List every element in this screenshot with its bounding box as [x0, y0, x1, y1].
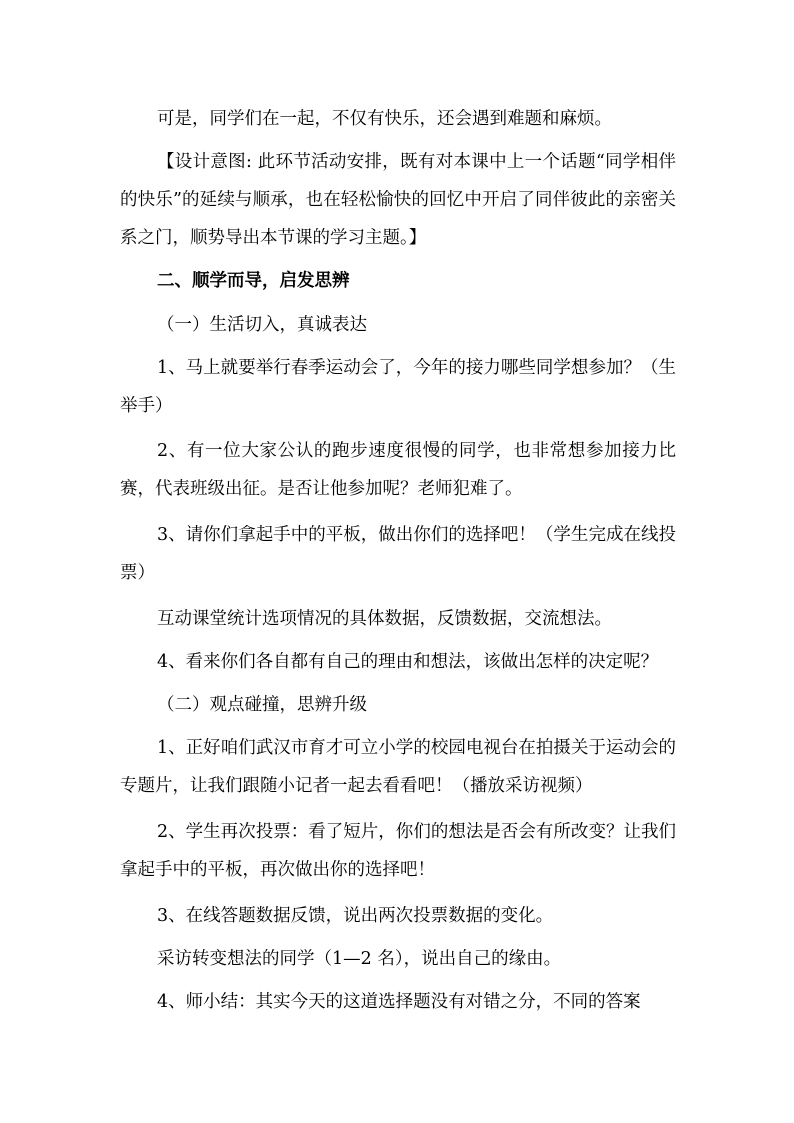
subsection-heading-1: （一）生活切入，真诚表达 — [157, 315, 367, 335]
paragraph-summary: 4、师小结：其实今天的这道选择题没有对错之分，不同的答案 — [157, 992, 641, 1012]
paragraph-item-1: 1、马上就要举行春季运动会了，今年的接力哪些同学想参加？（生举手） — [120, 358, 676, 416]
subsection-heading-2: （二）观点碰撞，思辨升级 — [157, 695, 367, 715]
paragraph-revote: 2、学生再次投票：看了短片，你们的想法是否会有所改变？让我们拿起手中的平板，再次做出你的选择吧！ — [120, 822, 676, 880]
paragraph-item-4: 4、看来你们各自都有自己的理由和想法，该做出怎样的决定呢？ — [157, 652, 659, 672]
paragraph-item-3: 3、请你们拿起手中的平板，做出你们的选择吧！（学生完成在线投票） — [120, 525, 676, 583]
paragraph-video: 1、正好咱们武汉市育才可立小学的校园电视台在拍摄关于运动会的专题片，让我们跟随小记者一起去看看吧！（播放采访视频） — [120, 738, 676, 796]
paragraph-feedback: 互动课堂统计选项情况的具体数据，反馈数据，交流想法。 — [157, 609, 612, 629]
paragraph-design-intent: 【设计意图: 此环节活动安排，既有对本课中上一个话题“同学相伴的快乐”的延续与顺承，也在轻松愉快的回忆中开启了同伴彼此的亲密关系之门，顺势导出本节课的学习主题。】 — [120, 152, 676, 248]
paragraph-item-2: 2、有一位大家公认的跑步速度很慢的同学，也非常想参加接力比赛，代表班级出征。是否让他参加呢？老师犯难了。 — [120, 441, 676, 499]
section-heading-2: 二、顺学而导，启发思辨 — [157, 271, 350, 291]
paragraph-intro: 可是，同学们在一起，不仅有快乐，还会遇到难题和麻烦。 — [157, 109, 612, 129]
paragraph-data-feedback: 3、在线答题数据反馈，说出两次投票数据的变化。 — [157, 906, 554, 926]
paragraph-interview: 采访转变想法的同学（1—2 名），说出自己的缘由。 — [157, 949, 562, 969]
